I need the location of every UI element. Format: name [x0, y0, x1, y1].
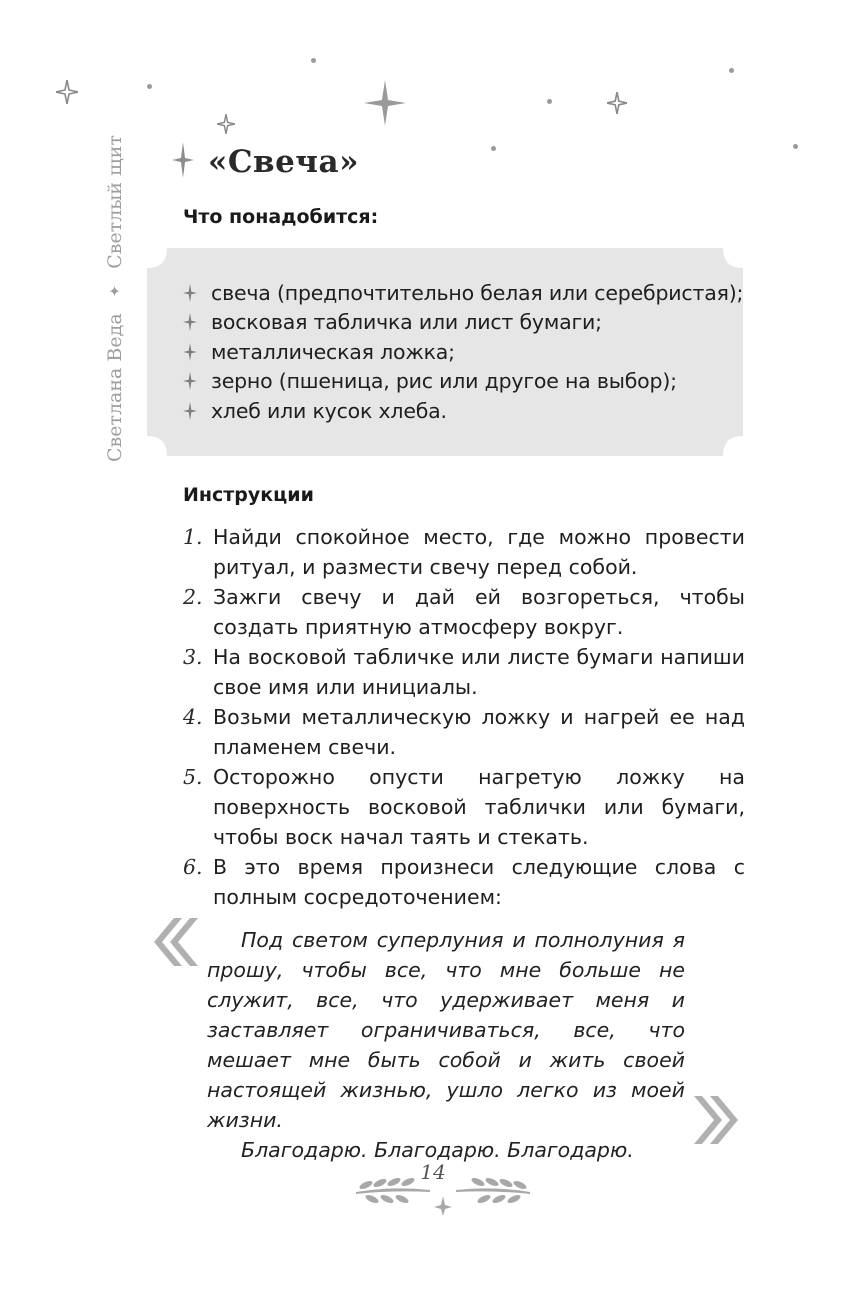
needs-item-text: зерно (пшеница, рис или другое на выбор);: [211, 369, 677, 394]
author-name: Светлана Веда: [104, 313, 126, 462]
sparkle-bullet-icon: [183, 343, 211, 361]
double-chevron-right-icon: [694, 1092, 744, 1152]
page-title: [172, 142, 359, 182]
list-item: [183, 308, 743, 338]
star-dot: [491, 146, 496, 151]
instruction-step: [183, 702, 745, 762]
needs-heading: Что понадобится:: [183, 206, 379, 228]
star-dot: [311, 58, 316, 63]
sparkle-icon: [217, 114, 235, 134]
quote-thanks: Благодарю. Благодарю. Благодарю.: [241, 1138, 634, 1162]
list-item: [183, 278, 743, 308]
needs-item-text: хлеб или кусок хлеба.: [211, 398, 447, 423]
instructions-list: [183, 522, 745, 912]
list-item: [183, 367, 743, 397]
running-head: [93, 102, 137, 462]
step-text: Возьми металлическую ложку и нагрей ее над пламенем свечи.: [213, 705, 745, 759]
needs-list: [183, 278, 743, 426]
sparkle-bullet-icon: [183, 372, 211, 390]
instruction-step: [183, 642, 745, 702]
step-text: Зажги свечу и дай ей возгореться, чтобы создать приятную атмосферу вокруг.: [213, 585, 745, 639]
instruction-step: [183, 582, 745, 642]
step-text: В это время произнеси следующие слова с полным сосредоточением:: [213, 855, 745, 909]
star-dot: [793, 144, 798, 149]
sparkle-icon: [172, 142, 194, 182]
sparkle-bullet-icon: [183, 313, 211, 331]
star-dot: [547, 99, 552, 104]
instruction-step: [183, 522, 745, 582]
step-text: Найди спокойное место, где можно провести ритуал, и размести свечу перед собой.: [213, 525, 745, 579]
title-text: «Свеча»: [208, 144, 359, 180]
step-number: 6.: [183, 855, 203, 879]
step-number: 4.: [183, 705, 203, 729]
star-dot: [729, 68, 734, 73]
step-number: 1.: [183, 525, 203, 549]
list-item: [183, 337, 743, 367]
needs-box: [147, 248, 743, 456]
step-text: Осторожно опусти нагретую ложку на поверхность восковой таблички или бумаги, чтобы воск начал таять и стекать.: [213, 765, 745, 849]
sparkle-bullet-icon: [183, 402, 211, 420]
step-number: 3.: [183, 645, 203, 669]
instruction-step: [183, 762, 745, 852]
quote-text: Под светом суперлуния и полнолуния я прошу, чтобы все, что мне больше не служит, все, что удерживает меня и заставляет ограничиваться, все, что мешает мне быть собой и жить своей настоящей жизнью, ушло легко из моей жизни.: [207, 928, 685, 1132]
step-text: На восковой табличке или листе бумаги напиши свое имя или инициалы.: [213, 645, 745, 699]
instruction-step: [183, 852, 745, 912]
needs-item-text: восковая табличка или лист бумаги;: [211, 310, 602, 335]
sparkle-icon: [56, 80, 78, 104]
step-number: 5.: [183, 765, 203, 789]
star-dot: [147, 84, 152, 89]
quote-block: [207, 925, 685, 1165]
double-chevron-left-icon: [148, 914, 198, 974]
sparkle-bullet-icon: [183, 284, 211, 302]
list-item: [183, 396, 743, 426]
needs-item-text: металлическая ложка;: [211, 339, 455, 364]
sparkle-icon: [364, 80, 406, 126]
running-head-separator: ✦: [106, 284, 124, 298]
book-title: Светлый щит: [104, 135, 126, 269]
needs-item-text: свеча (предпочтительно белая или серебристая);: [211, 280, 744, 305]
sparkle-icon: [607, 92, 627, 114]
instructions-heading: Инструкции: [183, 484, 314, 506]
step-number: 2.: [183, 585, 203, 609]
page-number: 14: [420, 1160, 446, 1184]
